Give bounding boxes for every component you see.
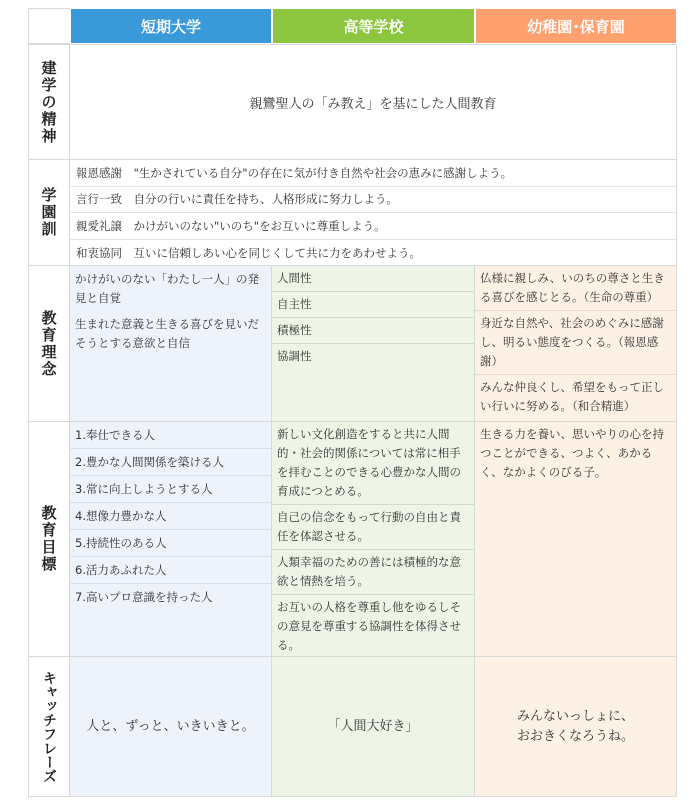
list-item: 和衷協同 互いに信頼しあい心を同じくして共に力をあわせよう。 — [76, 245, 421, 260]
header-high-school: 高等学校 — [272, 8, 475, 44]
list-item: 自己の信念をもって行動の自由と責任を体認させる。 — [272, 505, 474, 550]
header-junior-college: 短期大学 — [70, 8, 272, 44]
header-corner — [28, 8, 70, 44]
motto-list — [70, 160, 677, 265]
catchphrase-line: みんないっしょに、 — [516, 708, 634, 724]
list-item: 仏様に親しみ、いのちの尊さと生きる喜びを感じとる。（生命の尊重） — [475, 266, 676, 311]
row-label: キャッチフレーズ — [29, 657, 70, 796]
list-item: 生きる力を養い、思いやりの心を持つことができる、つよく、あかるく、なかよくのびる子。 — [480, 427, 664, 479]
list-item: 報恩感謝 "生かされている自分"の存在に気が付き自然や社会の恵みに感謝しよう。 — [70, 160, 676, 187]
row-label: 教育理念 — [29, 266, 70, 421]
list-item: 5.持続性のある人 — [70, 530, 271, 557]
list-item: 2.豊かな人間関係を築ける人 — [70, 449, 271, 476]
list-item: 7.高いプロ意識を持った人 — [75, 590, 213, 604]
catchphrase-junior-college: 人と、ずっと、いきいきと。 — [70, 657, 272, 796]
philosophy-kindergarten — [475, 266, 677, 421]
list-item: かけがいのない「わたし一人」の発見と自覚 — [75, 272, 259, 305]
row-founding-spirit — [28, 44, 677, 160]
row-educational-goals — [28, 422, 677, 657]
goals-junior-college — [70, 422, 272, 656]
list-item: 親愛礼譲 かけがいのない"いのち"をお互いに尊重しよう。 — [70, 213, 676, 240]
list-item: 4.想像力豊かな人 — [70, 503, 271, 530]
list-item: 自主性 — [272, 292, 474, 318]
row-label: 教育目標 — [29, 422, 70, 656]
list-item: みんな仲良くし、希望をもって正しい行いに努める。（和合精進） — [480, 380, 664, 413]
goals-high-school — [272, 422, 475, 656]
list-item: 1.奉仕できる人 — [70, 422, 271, 449]
list-item: 人類幸福のための善には積極的な意欲と情熱を培う。 — [272, 550, 474, 595]
philosophy-high-school — [272, 266, 475, 421]
list-item: 人間性 — [272, 266, 474, 292]
list-item: 協調性 — [277, 349, 312, 363]
list-item: 6.活力あふれた人 — [70, 557, 271, 584]
row-catchphrase — [28, 657, 677, 797]
list-item: 言行一致 自分の行いに責任を持ち、人格形成に努力しよう。 — [70, 187, 676, 214]
philosophy-junior-college — [70, 266, 272, 421]
row-label: 建学の精神 — [29, 45, 70, 159]
table-header — [28, 8, 677, 44]
list-item: 生まれた意義と生きる喜びを見いだそうとする意欲と自信 — [75, 317, 259, 350]
education-table — [28, 8, 677, 797]
catchphrase-line: おおきくなろうね。 — [516, 728, 634, 744]
list-item: 積極性 — [272, 318, 474, 344]
catchphrase-kindergarten — [475, 657, 677, 796]
list-item: 新しい文化創造をすると共に人間的・社会的関係については常に相手を拝むことのできる心豊かな人間の育成につとめる。 — [272, 422, 474, 505]
row-label: 学園訓 — [29, 160, 70, 265]
list-item: 3.常に向上しようとする人 — [70, 476, 271, 503]
founding-spirit-text: 親鸞聖人の「み教え」を基にした人間教育 — [70, 45, 677, 159]
list-item: 身近な自然や、社会のめぐみに感謝し、明るい態度をつくる。（報恩感謝） — [475, 311, 676, 375]
list-item: お互いの人格を尊重し他をゆるしその意見を尊重する協調性を体得させる。 — [277, 600, 461, 652]
catchphrase-high-school: 「人間大好き」 — [272, 657, 475, 796]
row-school-motto — [28, 160, 677, 266]
row-educational-philosophy — [28, 266, 677, 422]
goals-kindergarten — [475, 422, 677, 656]
header-kindergarten: 幼稚園･保育園 — [475, 8, 677, 44]
